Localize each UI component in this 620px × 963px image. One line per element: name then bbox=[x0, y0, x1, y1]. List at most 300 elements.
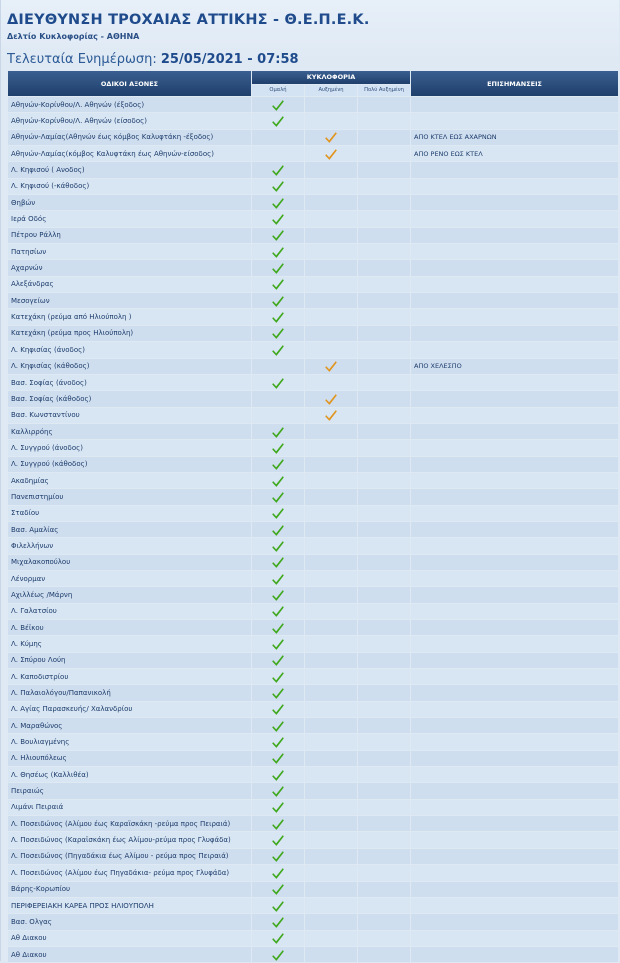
note-cell bbox=[411, 555, 618, 570]
road-name: Αθηνών-Κορίνθου/Λ. Αθηνών (έξοδος) bbox=[8, 97, 251, 112]
green-check-icon bbox=[272, 475, 284, 487]
table-row bbox=[8, 702, 618, 717]
green-check-icon bbox=[272, 638, 284, 650]
status-cell-normal bbox=[252, 309, 304, 324]
green-check-icon bbox=[272, 491, 284, 503]
road-name: Βασ. Ολγας bbox=[8, 914, 251, 929]
note-cell: ΑΠΟ ΧΕΛΕΣΠΟ bbox=[411, 359, 618, 374]
road-name: Μεσογείων bbox=[8, 293, 251, 308]
note-cell bbox=[411, 211, 618, 226]
status-cell-increased bbox=[305, 767, 357, 782]
status-cell-very-increased bbox=[358, 620, 410, 635]
green-check-icon bbox=[272, 278, 284, 290]
table-row bbox=[8, 326, 618, 341]
status-cell-normal bbox=[252, 751, 304, 766]
status-cell-normal bbox=[252, 326, 304, 341]
status-cell-very-increased bbox=[358, 783, 410, 798]
note-cell bbox=[411, 882, 618, 897]
green-check-icon bbox=[272, 736, 284, 748]
green-check-icon bbox=[272, 524, 284, 536]
table-row bbox=[8, 816, 618, 831]
green-check-icon bbox=[272, 573, 284, 585]
table-row bbox=[8, 179, 618, 194]
note-cell bbox=[411, 898, 618, 913]
green-check-icon bbox=[272, 540, 284, 552]
last-updated-value: 25/05/2021 - 07:58 bbox=[160, 52, 299, 67]
table-row bbox=[8, 375, 618, 390]
green-check-icon bbox=[272, 99, 284, 111]
table-row bbox=[8, 211, 618, 226]
status-cell-increased bbox=[305, 457, 357, 472]
status-cell-very-increased bbox=[358, 832, 410, 847]
green-check-icon bbox=[272, 115, 284, 127]
road-name: Λ. Ηλιουπόλεως bbox=[8, 751, 251, 766]
road-name: Λ. Αγίας Παρασκευής/ Χαλανδρίου bbox=[8, 702, 251, 717]
status-cell-very-increased bbox=[358, 391, 410, 406]
road-name: Λ. Ποσειδώνος (Πηγαδάκια έως Αλίμου - ρεύμα προς Πειραιά) bbox=[8, 849, 251, 864]
status-cell-very-increased bbox=[358, 277, 410, 292]
status-cell-very-increased bbox=[358, 669, 410, 684]
green-check-icon bbox=[272, 622, 284, 634]
status-cell-normal bbox=[252, 816, 304, 831]
status-cell-increased bbox=[305, 408, 357, 423]
status-cell-increased bbox=[305, 914, 357, 929]
note-cell bbox=[411, 636, 618, 651]
table-row bbox=[8, 522, 618, 537]
table-row bbox=[8, 408, 618, 423]
status-cell-normal bbox=[252, 489, 304, 504]
green-check-icon bbox=[272, 164, 284, 176]
status-cell-normal bbox=[252, 162, 304, 177]
road-name: Λ. Ποσειδώνος (Καραϊσκάκη έως Αλίμου-ρεύμα προς Γλυφάδα) bbox=[8, 832, 251, 847]
status-cell-normal bbox=[252, 424, 304, 439]
page-title: ΔΙΕΥΘΥΝΣΗ ΤΡΟΧΑΙΑΣ ΑΤΤΙΚΗΣ - Θ.Ε.Π.Ε.Κ. bbox=[7, 12, 370, 28]
note-cell bbox=[411, 375, 618, 390]
green-check-icon bbox=[272, 867, 284, 879]
status-cell-very-increased bbox=[358, 408, 410, 423]
status-cell-normal bbox=[252, 604, 304, 619]
note-cell bbox=[411, 162, 618, 177]
note-cell bbox=[411, 309, 618, 324]
status-cell-increased bbox=[305, 309, 357, 324]
green-check-icon bbox=[272, 426, 284, 438]
note-cell bbox=[411, 947, 618, 962]
status-cell-increased bbox=[305, 326, 357, 341]
table-row bbox=[8, 751, 618, 766]
orange-check-icon bbox=[325, 409, 337, 421]
status-cell-increased bbox=[305, 113, 357, 128]
road-name: Φιλελλήνων bbox=[8, 538, 251, 553]
road-name: Λ. Κηφισού ( Ανοδος) bbox=[8, 162, 251, 177]
table-row bbox=[8, 587, 618, 602]
status-cell-increased bbox=[305, 195, 357, 210]
status-cell-normal bbox=[252, 783, 304, 798]
status-cell-increased bbox=[305, 653, 357, 668]
green-check-icon bbox=[272, 246, 284, 258]
green-check-icon bbox=[272, 377, 284, 389]
road-name: Πειραιώς bbox=[8, 783, 251, 798]
note-cell bbox=[411, 424, 618, 439]
green-check-icon bbox=[272, 262, 284, 274]
status-cell-very-increased bbox=[358, 260, 410, 275]
green-check-icon bbox=[272, 949, 284, 961]
road-name: Βασ. Αμαλίας bbox=[8, 522, 251, 537]
status-cell-very-increased bbox=[358, 293, 410, 308]
status-cell-normal bbox=[252, 898, 304, 913]
note-cell bbox=[411, 620, 618, 635]
green-check-icon bbox=[272, 605, 284, 617]
status-cell-increased bbox=[305, 260, 357, 275]
note-cell bbox=[411, 702, 618, 717]
table-row bbox=[8, 767, 618, 782]
green-check-icon bbox=[272, 785, 284, 797]
road-name: Πέτρου Ράλλη bbox=[8, 228, 251, 243]
road-name: Αθ Διακου bbox=[8, 947, 251, 962]
status-cell-very-increased bbox=[358, 587, 410, 602]
status-cell-normal bbox=[252, 555, 304, 570]
status-cell-normal bbox=[252, 342, 304, 357]
status-cell-very-increased bbox=[358, 734, 410, 749]
status-cell-increased bbox=[305, 865, 357, 880]
status-cell-normal bbox=[252, 882, 304, 897]
status-cell-very-increased bbox=[358, 653, 410, 668]
road-name: Αθηνών-Λαμίας(Αθηνών έως κόμβος Καλυφτάκη -έξοδος) bbox=[8, 130, 251, 145]
status-cell-increased bbox=[305, 391, 357, 406]
orange-check-icon bbox=[325, 148, 337, 160]
road-name: Πανεπιστημίου bbox=[8, 489, 251, 504]
table-row bbox=[8, 832, 618, 847]
status-cell-normal bbox=[252, 97, 304, 112]
table-row bbox=[8, 604, 618, 619]
table-row bbox=[8, 538, 618, 553]
note-cell bbox=[411, 669, 618, 684]
table-row bbox=[8, 195, 618, 210]
status-cell-normal bbox=[252, 620, 304, 635]
status-cell-very-increased bbox=[358, 211, 410, 226]
status-cell-increased bbox=[305, 898, 357, 913]
table-row bbox=[8, 800, 618, 815]
status-cell-normal bbox=[252, 113, 304, 128]
note-cell bbox=[411, 489, 618, 504]
table-row bbox=[8, 783, 618, 798]
status-cell-very-increased bbox=[358, 604, 410, 619]
road-name: Αχαρνών bbox=[8, 260, 251, 275]
green-check-icon bbox=[272, 932, 284, 944]
note-cell bbox=[411, 97, 618, 112]
table-row bbox=[8, 636, 618, 651]
road-name: Αθ Διακου bbox=[8, 931, 251, 946]
road-name: Αχιλλέως /Μάρνη bbox=[8, 587, 251, 602]
status-cell-very-increased bbox=[358, 816, 410, 831]
note-cell bbox=[411, 767, 618, 782]
table-row bbox=[8, 865, 618, 880]
status-cell-very-increased bbox=[358, 146, 410, 161]
green-check-icon bbox=[272, 344, 284, 356]
table-row bbox=[8, 309, 618, 324]
status-cell-normal bbox=[252, 260, 304, 275]
note-cell bbox=[411, 849, 618, 864]
status-cell-very-increased bbox=[358, 882, 410, 897]
status-cell-very-increased bbox=[358, 767, 410, 782]
status-cell-increased bbox=[305, 587, 357, 602]
status-cell-normal bbox=[252, 767, 304, 782]
status-cell-increased bbox=[305, 293, 357, 308]
status-cell-very-increased bbox=[358, 685, 410, 700]
status-cell-increased bbox=[305, 751, 357, 766]
note-cell bbox=[411, 604, 618, 619]
status-cell-increased bbox=[305, 849, 357, 864]
status-cell-increased bbox=[305, 734, 357, 749]
status-cell-increased bbox=[305, 146, 357, 161]
note-cell bbox=[411, 522, 618, 537]
status-cell-normal bbox=[252, 408, 304, 423]
status-cell-normal bbox=[252, 832, 304, 847]
note-cell bbox=[411, 506, 618, 521]
table-row bbox=[8, 162, 618, 177]
road-name: Λ. Θησέως (Καλλιθέα) bbox=[8, 767, 251, 782]
green-check-icon bbox=[272, 229, 284, 241]
status-cell-increased bbox=[305, 931, 357, 946]
road-name: Λ. Ποσειδώνος (Αλίμου έως Πηγαδάκια- ρεύμα προς Γλυφάδα) bbox=[8, 865, 251, 880]
road-name: Αθηνών-Λαμίας(κόμβος Καλυφτάκη έως Αθηνών-είσοδος) bbox=[8, 146, 251, 161]
table-row bbox=[8, 506, 618, 521]
status-cell-very-increased bbox=[358, 702, 410, 717]
note-cell bbox=[411, 653, 618, 668]
status-cell-normal bbox=[252, 653, 304, 668]
note-cell bbox=[411, 244, 618, 259]
status-cell-very-increased bbox=[358, 898, 410, 913]
status-cell-increased bbox=[305, 620, 357, 635]
note-cell bbox=[411, 473, 618, 488]
status-cell-very-increased bbox=[358, 914, 410, 929]
note-cell bbox=[411, 538, 618, 553]
note-cell bbox=[411, 587, 618, 602]
road-name: Πατησίων bbox=[8, 244, 251, 259]
status-cell-very-increased bbox=[358, 130, 410, 145]
status-cell-increased bbox=[305, 555, 357, 570]
status-cell-very-increased bbox=[358, 718, 410, 733]
note-cell bbox=[411, 113, 618, 128]
column-header-traffic: ΚΥΚΛΟΦΟΡΙΑ bbox=[252, 71, 410, 84]
status-cell-very-increased bbox=[358, 326, 410, 341]
status-cell-increased bbox=[305, 489, 357, 504]
table-row bbox=[8, 342, 618, 357]
status-cell-normal bbox=[252, 734, 304, 749]
status-cell-increased bbox=[305, 604, 357, 619]
note-cell bbox=[411, 277, 618, 292]
status-cell-increased bbox=[305, 816, 357, 831]
green-check-icon bbox=[272, 180, 284, 192]
status-cell-normal bbox=[252, 506, 304, 521]
status-cell-normal bbox=[252, 195, 304, 210]
status-cell-increased bbox=[305, 424, 357, 439]
note-cell bbox=[411, 457, 618, 472]
road-name: Καλλιρρόης bbox=[8, 424, 251, 439]
table-row bbox=[8, 718, 618, 733]
road-name: Βασ. Σοφίας (άνοδος) bbox=[8, 375, 251, 390]
status-cell-normal bbox=[252, 375, 304, 390]
road-name: Βάρης-Κορωπίου bbox=[8, 882, 251, 897]
status-cell-normal bbox=[252, 636, 304, 651]
status-cell-increased bbox=[305, 277, 357, 292]
green-check-icon bbox=[272, 507, 284, 519]
status-cell-normal bbox=[252, 277, 304, 292]
traffic-table-body bbox=[8, 97, 618, 962]
status-cell-very-increased bbox=[358, 359, 410, 374]
road-name: Λ. Μαραθώνος bbox=[8, 718, 251, 733]
status-cell-increased bbox=[305, 685, 357, 700]
road-name: Θηβών bbox=[8, 195, 251, 210]
status-cell-normal bbox=[252, 685, 304, 700]
last-updated bbox=[7, 52, 299, 67]
orange-check-icon bbox=[325, 360, 337, 372]
table-row bbox=[8, 277, 618, 292]
status-cell-very-increased bbox=[358, 506, 410, 521]
table-row bbox=[8, 914, 618, 929]
note-cell bbox=[411, 816, 618, 831]
note-cell bbox=[411, 914, 618, 929]
status-cell-very-increased bbox=[358, 424, 410, 439]
status-cell-increased bbox=[305, 473, 357, 488]
note-cell: ΑΠΟ ΚΤΕΛ ΕΩΣ ΑΧΑΡΝΩΝ bbox=[411, 130, 618, 145]
status-cell-very-increased bbox=[358, 555, 410, 570]
status-cell-very-increased bbox=[358, 931, 410, 946]
note-cell bbox=[411, 179, 618, 194]
green-check-icon bbox=[272, 589, 284, 601]
note-cell bbox=[411, 391, 618, 406]
status-cell-increased bbox=[305, 179, 357, 194]
green-check-icon bbox=[272, 916, 284, 928]
road-name: Λ. Συγγρού (κάθοδος) bbox=[8, 457, 251, 472]
table-row bbox=[8, 113, 618, 128]
column-header-axes: ΟΔΙΚΟΙ ΑΞΟΝΕΣ bbox=[8, 71, 251, 96]
note-cell bbox=[411, 718, 618, 733]
status-cell-normal bbox=[252, 865, 304, 880]
note-cell bbox=[411, 408, 618, 423]
road-name: Σταδίου bbox=[8, 506, 251, 521]
green-check-icon bbox=[272, 900, 284, 912]
green-check-icon bbox=[272, 671, 284, 683]
green-check-icon bbox=[272, 834, 284, 846]
note-cell bbox=[411, 734, 618, 749]
traffic-table bbox=[7, 70, 619, 963]
status-cell-very-increased bbox=[358, 538, 410, 553]
status-cell-very-increased bbox=[358, 800, 410, 815]
road-name: Λ. Κύμης bbox=[8, 636, 251, 651]
column-header-notes: ΕΠΙΣΗΜΑΝΣΕΙΣ bbox=[411, 71, 618, 96]
green-check-icon bbox=[272, 458, 284, 470]
table-row bbox=[8, 424, 618, 439]
status-cell-increased bbox=[305, 783, 357, 798]
green-check-icon bbox=[272, 720, 284, 732]
status-cell-increased bbox=[305, 832, 357, 847]
note-cell bbox=[411, 260, 618, 275]
orange-check-icon bbox=[325, 131, 337, 143]
green-check-icon bbox=[272, 654, 284, 666]
status-cell-increased bbox=[305, 669, 357, 684]
table-row bbox=[8, 130, 618, 145]
status-cell-increased bbox=[305, 522, 357, 537]
note-cell bbox=[411, 832, 618, 847]
green-check-icon bbox=[272, 818, 284, 830]
note-cell bbox=[411, 228, 618, 243]
status-cell-increased bbox=[305, 359, 357, 374]
table-row bbox=[8, 473, 618, 488]
table-row bbox=[8, 931, 618, 946]
note-cell bbox=[411, 571, 618, 586]
table-row bbox=[8, 734, 618, 749]
table-row bbox=[8, 555, 618, 570]
status-cell-increased bbox=[305, 440, 357, 455]
green-check-icon bbox=[272, 703, 284, 715]
road-name: Λ. Παλαιολόγου/Παπανικολή bbox=[8, 685, 251, 700]
status-cell-normal bbox=[252, 587, 304, 602]
status-cell-very-increased bbox=[358, 179, 410, 194]
status-cell-normal bbox=[252, 947, 304, 962]
status-cell-very-increased bbox=[358, 440, 410, 455]
status-cell-very-increased bbox=[358, 473, 410, 488]
table-row bbox=[8, 685, 618, 700]
status-cell-normal bbox=[252, 130, 304, 145]
status-cell-increased bbox=[305, 718, 357, 733]
note-cell bbox=[411, 685, 618, 700]
status-cell-normal bbox=[252, 473, 304, 488]
road-name: Λ. Κηφισίας (άνοδος) bbox=[8, 342, 251, 357]
status-cell-normal bbox=[252, 669, 304, 684]
table-row bbox=[8, 849, 618, 864]
note-cell: ΑΠΟ ΡΕΝΟ ΕΩΣ ΚΤΕΛ bbox=[411, 146, 618, 161]
status-cell-normal bbox=[252, 244, 304, 259]
status-cell-normal bbox=[252, 914, 304, 929]
status-cell-very-increased bbox=[358, 309, 410, 324]
status-cell-normal bbox=[252, 702, 304, 717]
table-row bbox=[8, 440, 618, 455]
note-cell bbox=[411, 800, 618, 815]
status-cell-normal bbox=[252, 391, 304, 406]
status-cell-increased bbox=[305, 375, 357, 390]
status-cell-very-increased bbox=[358, 522, 410, 537]
last-updated-label: Τελευταία Ενημέρωση: bbox=[7, 52, 157, 67]
status-cell-very-increased bbox=[358, 342, 410, 357]
subheader-very-increased: Πολύ Αυξημένη bbox=[358, 85, 410, 96]
status-cell-very-increased bbox=[358, 751, 410, 766]
status-cell-increased bbox=[305, 162, 357, 177]
subheader-normal: Ομαλή bbox=[252, 85, 304, 96]
table-row bbox=[8, 146, 618, 161]
status-cell-increased bbox=[305, 882, 357, 897]
note-cell bbox=[411, 783, 618, 798]
status-cell-normal bbox=[252, 538, 304, 553]
green-check-icon bbox=[272, 311, 284, 323]
status-cell-increased bbox=[305, 947, 357, 962]
note-cell bbox=[411, 195, 618, 210]
road-name: Λ. Βουλιαγμένης bbox=[8, 734, 251, 749]
table-row bbox=[8, 391, 618, 406]
status-cell-very-increased bbox=[358, 375, 410, 390]
table-row bbox=[8, 669, 618, 684]
status-cell-normal bbox=[252, 457, 304, 472]
status-cell-increased bbox=[305, 506, 357, 521]
table-row bbox=[8, 228, 618, 243]
status-cell-normal bbox=[252, 440, 304, 455]
road-name: Λ. Γαλατσίου bbox=[8, 604, 251, 619]
status-cell-normal bbox=[252, 849, 304, 864]
table-row bbox=[8, 653, 618, 668]
green-check-icon bbox=[272, 197, 284, 209]
table-row bbox=[8, 244, 618, 259]
status-cell-very-increased bbox=[358, 636, 410, 651]
status-cell-very-increased bbox=[358, 97, 410, 112]
